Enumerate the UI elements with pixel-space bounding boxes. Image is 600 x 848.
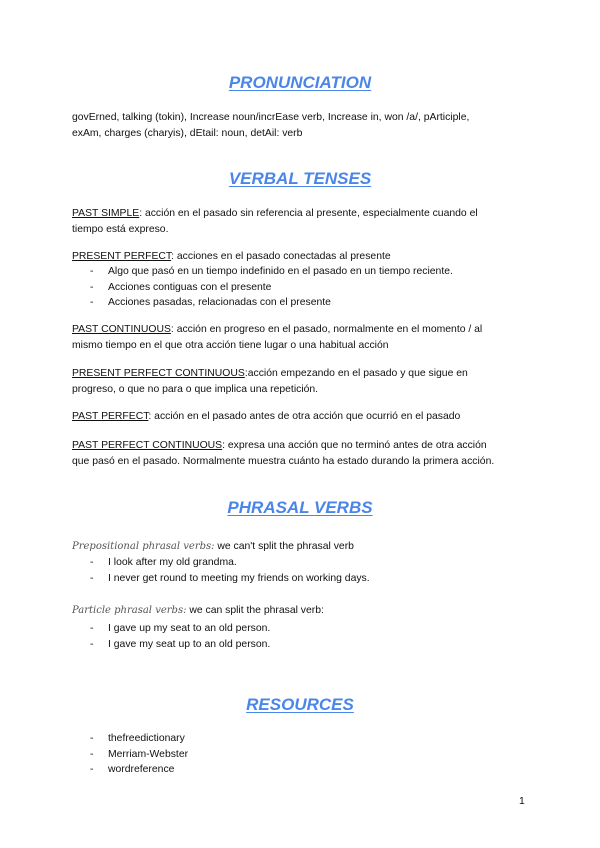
particle-label: Particle phrasal verbs: bbox=[72, 605, 187, 616]
resource-wordreference: wordreference bbox=[108, 764, 175, 775]
past-continuous-paragraph bbox=[72, 322, 532, 353]
list-item-text: Algo que pasó en un tiempo indefinido en el pasado en un tiempo reciente. bbox=[108, 266, 453, 277]
past-continuous-text-2: mismo tiempo en el que otra acción tiene lugar o una habitual acción bbox=[72, 339, 389, 351]
pronunciation-line-1: govErned, talking (tokin), Increase noun/incrEase verb, Increase in, won /a/, pArticiple, bbox=[72, 112, 470, 123]
past-perfect-continuous-paragraph bbox=[72, 438, 542, 469]
present-perfect-term: PRESENT PERFECT bbox=[72, 251, 172, 262]
prepositional-paragraph bbox=[72, 539, 532, 555]
bullet-dash: - bbox=[90, 297, 94, 308]
bullet-dash: - bbox=[90, 623, 94, 634]
list-item bbox=[72, 747, 532, 763]
prepositional-label: Prepositional phrasal verbs: bbox=[72, 541, 215, 552]
list-item bbox=[72, 571, 532, 587]
present-perfect-list bbox=[72, 264, 532, 311]
past-simple-term: PAST SIMPLE bbox=[72, 208, 140, 219]
resource-merriam-webster: Merriam-Webster bbox=[108, 748, 189, 760]
list-item-text: Acciones pasadas, relacionadas con el presente bbox=[108, 297, 331, 308]
heading-resources: RESOURCES bbox=[246, 695, 354, 714]
bullet-dash: - bbox=[90, 557, 94, 568]
present-perfect-paragraph bbox=[72, 249, 532, 265]
list-item-text: Acciones contiguas con el presente bbox=[108, 281, 272, 293]
present-perfect-continuous-text-1: :acción empezando en el pasado y que sigue en bbox=[244, 368, 468, 379]
past-perfect-term: PAST PERFECT bbox=[72, 411, 149, 422]
heading-pronunciation: PRONUNCIATION bbox=[228, 73, 372, 92]
pronunciation-text bbox=[72, 110, 542, 141]
bullet-dash: - bbox=[90, 638, 94, 650]
past-simple-text-2: tiempo está expreso. bbox=[72, 223, 169, 235]
past-perfect-paragraph bbox=[72, 409, 532, 425]
past-perfect-text: : acción en el pasado antes de otra acción que ocurrió en el pasado bbox=[148, 411, 461, 422]
past-perfect-continuous-term: PAST PERFECT CONTINUOUS bbox=[72, 440, 223, 451]
resources-list bbox=[72, 731, 532, 778]
bullet-dash: - bbox=[90, 764, 94, 775]
list-item bbox=[72, 555, 532, 571]
past-perfect-continuous-text-1: : expresa una acción que no terminó antes de otra acción bbox=[222, 440, 487, 451]
page-number: 1 bbox=[519, 796, 525, 807]
bullet-dash: - bbox=[90, 572, 94, 584]
list-item-text: I gave up my seat to an old person. bbox=[108, 623, 271, 634]
present-perfect-continuous-text-2: progreso, o que no para o que implica una repetición. bbox=[72, 383, 319, 395]
heading-verbal-tenses: VERBAL TENSES bbox=[228, 169, 372, 188]
bullet-dash: - bbox=[90, 266, 94, 277]
present-perfect-text: : acciones en el pasado conectadas al presente bbox=[171, 251, 391, 262]
list-item bbox=[72, 762, 532, 778]
resource-thefreedictionary: thefreedictionary bbox=[108, 733, 185, 744]
past-continuous-term: PAST CONTINUOUS bbox=[72, 324, 171, 335]
list-item bbox=[72, 295, 532, 311]
present-perfect-continuous-paragraph bbox=[72, 366, 532, 397]
past-simple-text-1: : acción en el pasado sin referencia al presente, especialmente cuando el bbox=[139, 208, 478, 219]
list-item bbox=[72, 731, 532, 747]
prepositional-list bbox=[72, 555, 532, 586]
list-item-text: I look after my old grandma. bbox=[108, 557, 237, 568]
list-item bbox=[72, 637, 532, 653]
bullet-dash: - bbox=[90, 281, 94, 293]
prepositional-text: we can't split the phrasal verb bbox=[214, 541, 354, 552]
past-continuous-text-1: : acción en progreso en el pasado, normalmente en el momento / al bbox=[170, 324, 483, 335]
past-perfect-continuous-text-2: que pasó en el pasado. Normalmente muestra cuánto ha estado durando la primera acción. bbox=[72, 455, 495, 467]
bullet-dash: - bbox=[90, 733, 94, 744]
particle-paragraph bbox=[72, 603, 532, 619]
list-item bbox=[72, 264, 532, 280]
particle-list bbox=[72, 621, 532, 652]
heading-phrasal-verbs: PHRASAL VERBS bbox=[227, 498, 373, 517]
particle-text: we can split the phrasal verb: bbox=[186, 605, 324, 616]
list-item-text: I never get round to meeting my friends on working days. bbox=[108, 572, 370, 584]
bullet-dash: - bbox=[90, 748, 94, 760]
list-item-text: I gave my seat up to an old person. bbox=[108, 638, 271, 650]
list-item bbox=[72, 280, 532, 296]
past-simple-paragraph bbox=[72, 206, 532, 237]
pronunciation-line-2: exAm, charges (charyis), dEtail: noun, detAil: verb bbox=[72, 127, 303, 139]
present-perfect-continuous-term: PRESENT PERFECT CONTINUOUS bbox=[72, 368, 245, 379]
list-item bbox=[72, 621, 532, 637]
